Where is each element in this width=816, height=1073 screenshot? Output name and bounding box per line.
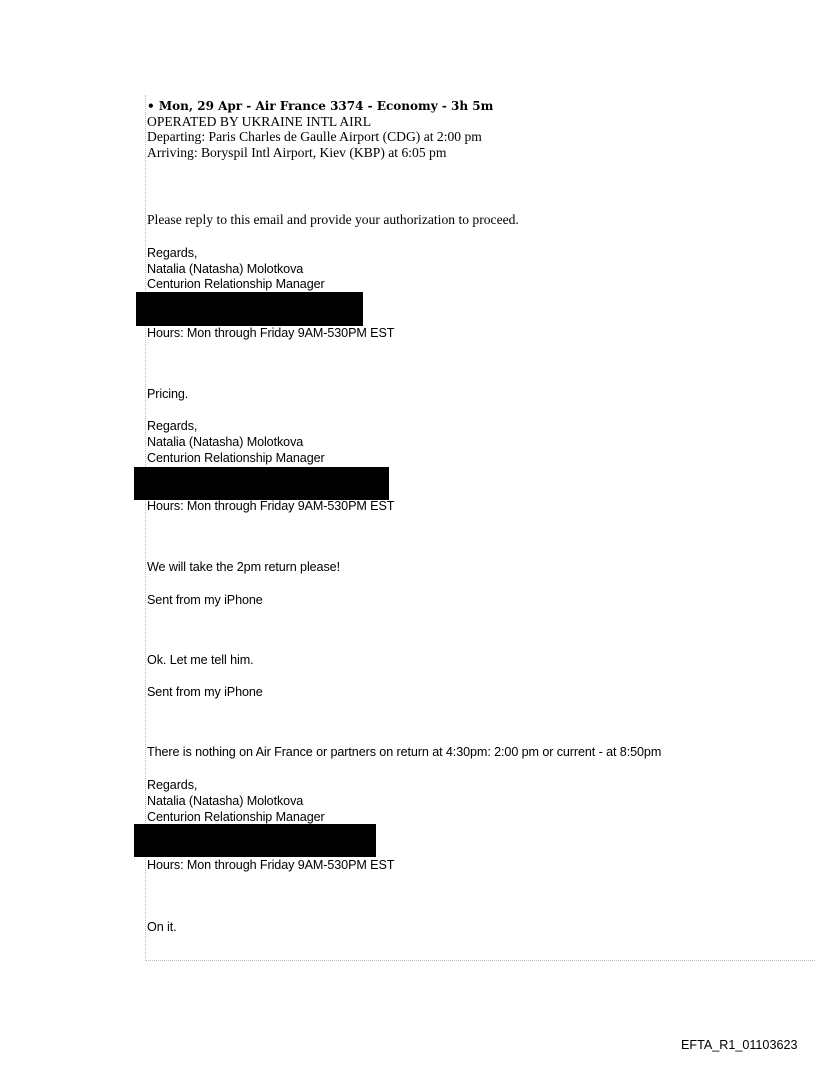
signature-title: Centurion Relationship Manager: [147, 451, 325, 465]
message-body: Please reply to this email and provide your authorization to proceed.: [147, 212, 519, 227]
signature-regards: Regards,: [147, 778, 198, 792]
message-body: There is nothing on Air France or partners on return at 4:30pm: 2:00 pm or current - at 8:50pm: [147, 745, 662, 759]
signature-hours: Hours: Mon through Friday 9AM-530PM EST: [147, 858, 395, 872]
signature-title: Centurion Relationship Manager: [147, 810, 325, 824]
sent-from: Sent from my iPhone: [147, 593, 263, 607]
signature-hours: Hours: Mon through Friday 9AM-530PM EST: [147, 499, 395, 513]
signature-regards: Regards,: [147, 419, 198, 433]
message-body: On it.: [147, 920, 177, 934]
departing: Departing: Paris Charles de Gaulle Airport (CDG) at 2:00 pm: [147, 129, 482, 144]
message-body: Pricing.: [147, 387, 189, 401]
signature-title: Centurion Relationship Manager: [147, 277, 325, 291]
signature-name: Natalia (Natasha) Molotkova: [147, 435, 304, 449]
redaction-box: [134, 824, 376, 857]
signature-regards: Regards,: [147, 246, 198, 260]
redaction-box: [136, 292, 363, 326]
document-id: EFTA_R1_01103623: [681, 1038, 798, 1052]
sent-from: Sent from my iPhone: [147, 685, 263, 699]
signature-hours: Hours: Mon through Friday 9AM-530PM EST: [147, 326, 395, 340]
arriving: Arriving: Boryspil Intl Airport, Kiev (KBP) at 6:05 pm: [147, 145, 447, 160]
message-body: Ok. Let me tell him.: [147, 653, 254, 667]
flight-line-text: Mon, 29 Apr - Air France 3374 - Economy - 3h 5m: [158, 99, 494, 113]
operated-by: OPERATED BY UKRAINE INTL AIRL: [147, 114, 372, 129]
signature-name: Natalia (Natasha) Molotkova: [147, 794, 304, 808]
redaction-box: [134, 467, 389, 500]
message-body: We will take the 2pm return please!: [147, 560, 340, 574]
signature-name: Natalia (Natasha) Molotkova: [147, 262, 304, 276]
flight-line: • Mon, 29 Apr - Air France 3374 - Economy - 3h 5m: [147, 99, 494, 113]
